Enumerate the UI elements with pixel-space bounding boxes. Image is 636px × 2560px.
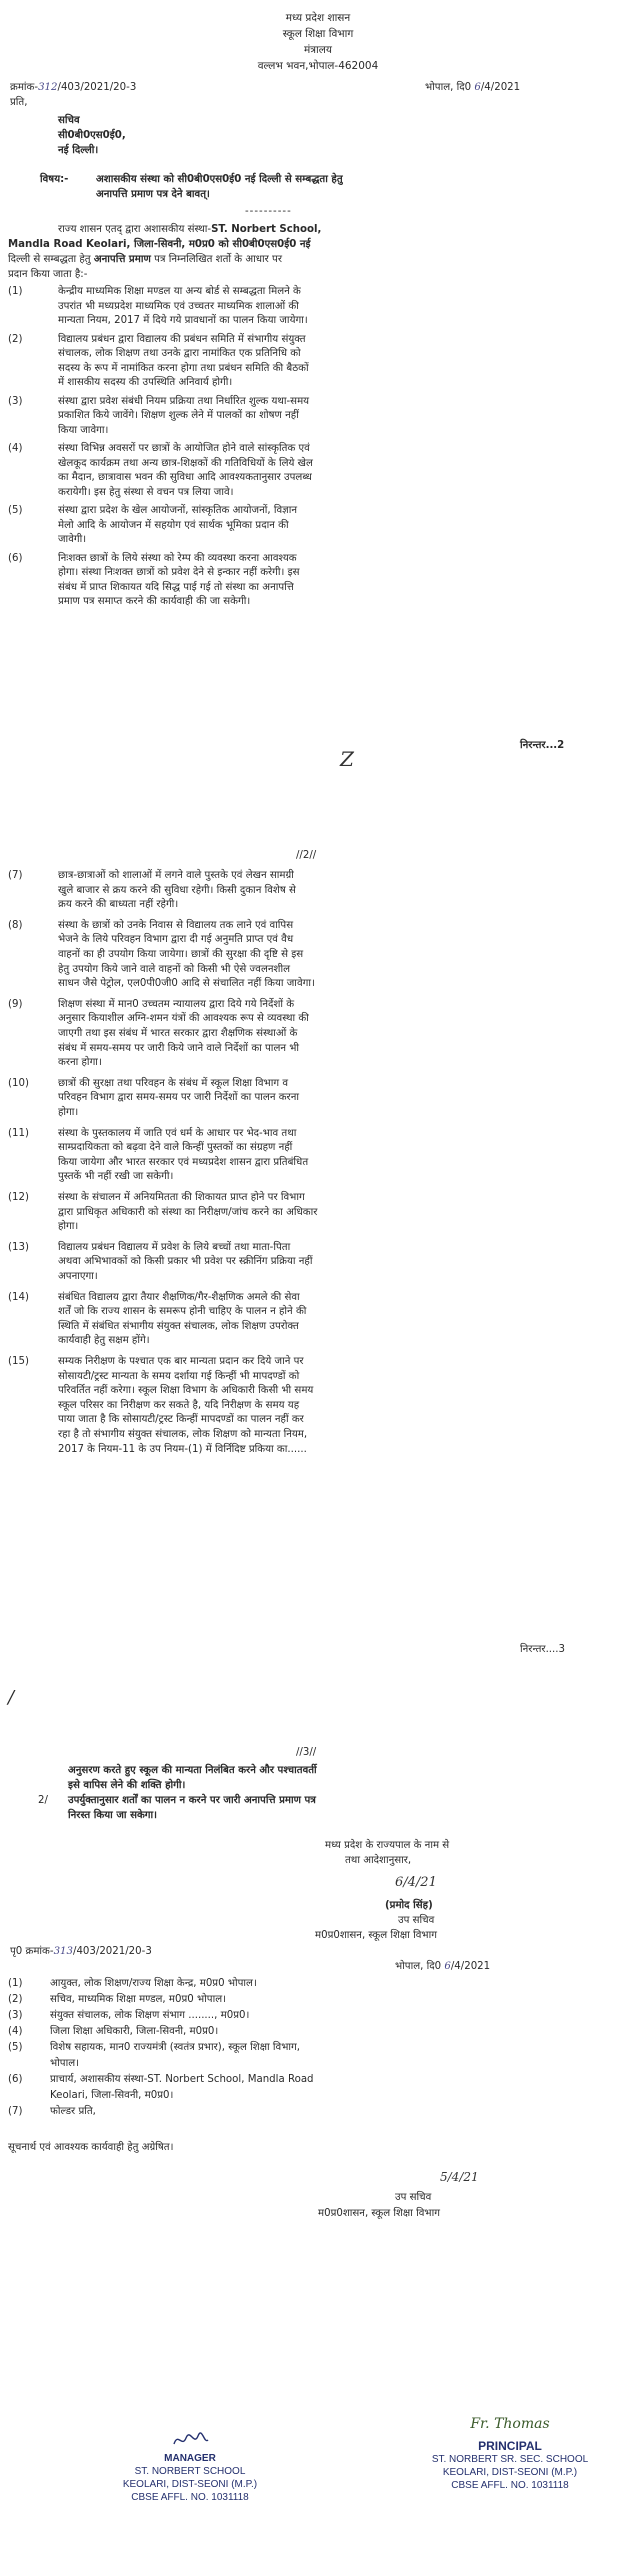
copy-list-item: फोल्डर प्रति,: [50, 2106, 96, 2117]
copy-list: [0, 1976, 636, 2146]
copy-list-number: (4): [8, 2026, 23, 2037]
header-govt: मध्य प्रदेश शासन: [285, 12, 351, 24]
subject-line2: अनापत्ति प्रमाण पत्र देने बावत्।: [96, 189, 210, 200]
principal-stamp-affl: CBSE AFFL. NO. 1031118: [451, 2480, 569, 2491]
condition-line: कार्यवाही हेतु सक्षम होंगे।: [58, 1335, 150, 1347]
principal-stamp: [400, 2418, 620, 2492]
condition-line: साम्प्रदायिकता को बढ़वा देने वाले किन्हीं पुस्तकों का संग्रहण नहीं: [58, 1142, 293, 1154]
condition-line: केन्द्रीय माध्यमिक शिक्षा मण्डल या अन्य बोर्ड से सम्बद्धता मिलने के: [58, 286, 301, 297]
copy-note: सूचनार्थ एवं आवश्यक कार्यवाही हेतु अग्रेषित।: [8, 2142, 174, 2153]
ref-suffix: /403/2021/20-3: [57, 82, 137, 93]
copy-list-number: (5): [8, 2042, 23, 2053]
condition-line: अनुसार कियाशील अग्नि-शमन यंत्रों की आवश्यक रूप से व्यवस्था की: [58, 1013, 309, 1025]
condition-line: हेतु उपयोग किये जाने वाले वाहनों को किसी भी ऐसे ज्वलनशील: [58, 963, 290, 975]
condition-line: में शासकीय सदस्य की उपस्थिति अनिवार्य होगी।: [58, 377, 233, 388]
condition-line: होगा। संस्था निःशक्त छात्रों को प्रवेश देने से इन्कार नहीं करेगी। इस: [58, 567, 300, 578]
condition-line: का मैदान, छात्रावास भवन की सुविधा आदि आवश्यकतानुसार उपलब्ध: [58, 472, 312, 483]
header-ministry: मंत्रालय: [303, 44, 332, 56]
page3-note-num: 2/: [38, 1795, 48, 1806]
page3-note-line2: निरस्त किया जा सकेगा।: [68, 1810, 158, 1821]
condition-line: विद्यालय प्रबंधन विद्यालय में प्रवेश के लिये बच्चों तथा माता-पिता: [58, 1241, 291, 1253]
copy-ref: पृ0 क्रमांक-313/403/2021/20-3: [10, 1946, 152, 1957]
condition-line: स्कूल परिसर का निरीक्षण कर सकते है, यदि निरीक्षण के समय यह: [58, 1399, 300, 1411]
condition-line: संबंध में प्राप्त शिकायत यदि सिद्ध पाई गई तो संस्था का अनापत्ति: [58, 581, 294, 593]
manager-stamp: [95, 2430, 285, 2504]
condition-line: सोसायटी/ट्रस्ट मान्यता के समय दर्शाया गई किन्हीं भी मापदण्डों को: [58, 1370, 300, 1382]
condition-line: परिवर्तित नहीं करेगा। स्कूल शिक्षा विभाग के अधिकारी किसी भी समय: [58, 1385, 314, 1397]
condition-line: संस्था विभिन्न अवसरों पर छात्रों के आयोजित होने वाले सांस्कृतिक एवं: [58, 443, 310, 454]
principal-stamp-school: ST. NORBERT SR. SEC. SCHOOL: [431, 2454, 589, 2465]
page3-marker: //3//: [296, 1747, 317, 1758]
page2-marker: //2//: [296, 850, 317, 861]
page3-intro-line1: अनुसरण करते हुए स्कूल की मान्यता निलंबित करने और पश्चातवर्ती: [68, 1765, 317, 1776]
condition-line: संबंध में समय-समय पर जारी किये जाने वाले निर्देशों का पालन भी: [58, 1042, 300, 1054]
condition-number: (15): [8, 1356, 29, 1367]
margin-mark: /: [8, 1687, 15, 1708]
condition-line: द्वारा प्राधिकृत अधिकारी को संस्था का निरीक्षण/जांच करने का अधिकार: [58, 1206, 318, 1218]
condition-line: मेलो आदि के आयोजन में सहयोग एवं सार्थक भूमिका प्रदान की: [58, 519, 289, 531]
subject-label: विषय:-: [40, 174, 69, 185]
signoff-name: (प्रमोद सिंह): [385, 1900, 433, 1911]
manager-stamp-affl: CBSE AFFL. NO. 1031118: [131, 2492, 249, 2503]
condition-line: वाहनों का ही उपयोग किया जायेगा। छात्रों की सुरक्षा की दृष्टि से इस: [58, 949, 304, 960]
condition-line: किया जावेगा।: [58, 424, 109, 436]
principal-stamp-title: PRINCIPAL: [478, 2439, 542, 2453]
ref-number: 312: [38, 82, 58, 93]
manager-signature-scribble: [170, 2430, 210, 2450]
condition-line: संचालक, लोक शिक्षण तथा उनके द्वारा नामांकित एक प्रतिनिधि को: [58, 348, 301, 359]
page3-note-line1: उपर्युक्तानुसार शर्तों का पालन न करने पर जारी अनापत्ति प्रमाण पत्र: [68, 1795, 316, 1806]
condition-number: (14): [8, 1291, 29, 1303]
intro-line1: राज्य शासन एतद् द्वारा अशासकीय संस्था-ST. Norbert School,: [58, 224, 322, 235]
condition-line: छात्र-छात्राओं को शालाओं में लगने वाले पुस्तके एवं लेखन सामग्री: [58, 870, 294, 881]
copy-list-number: (2): [8, 1994, 23, 2005]
condition-number: (1): [8, 286, 23, 297]
condition-number: (6): [8, 552, 23, 564]
condition-line: शर्तें जो कि राज्य शासन के समरूप होनी चाहिए के पालन न होने की: [58, 1306, 307, 1318]
condition-number: (7): [8, 870, 23, 881]
condition-line: संस्था के छात्रों को उनके निवास से विद्यालय तक लाने एवं वापिस: [58, 919, 294, 931]
intro-line4: प्रदान किया जाता है:-: [8, 269, 88, 280]
condition-line: स्थिति में संबंधित संभागीय संयुक्त संचालक, लोक शिक्षण उपरोक्त: [58, 1320, 299, 1332]
condition-line: पुस्तकें भी नहीं रखी जा सकेगी।: [58, 1171, 174, 1183]
condition-line: अपनाएगा।: [58, 1271, 98, 1282]
copy-ref-date: भोपाल, दि0 6/4/2021: [395, 1961, 491, 1972]
ref-line: [10, 80, 136, 95]
condition-number: (11): [8, 1127, 29, 1139]
copy-list-item: सचिव, माध्यमिक शिक्षा मण्डल, म0प्र0 भोपाल।: [50, 1994, 226, 2005]
condition-line: सदस्य के रूप में नामांकित करना होगा तथा प्रबंधन समिति की बैठकों: [58, 362, 309, 374]
subject-divider: ----------: [245, 206, 292, 217]
condition-line: शिक्षण संस्था में मान0 उच्चतम न्यायालय द्वारा दिये गये निर्देशों के: [58, 998, 295, 1010]
signoff-line2: तथा आदेशानुसार,: [345, 1855, 412, 1866]
condition-line: खेलकूद कार्यक्रम तथा अन्य छात्र-शिक्षकों की गतिविधियों के लिये खेल: [58, 457, 313, 469]
addressee-line2: सी0बी0एस0ई0,: [58, 130, 126, 141]
condition-line: करना होगा।: [58, 1057, 102, 1069]
condition-line: जाएगी तथा इस संबंध में भारत सरकार द्वारा शैक्षणिक संस्थाओं के: [58, 1028, 298, 1039]
copy-list-number: (7): [8, 2106, 23, 2117]
signoff-signature: 6/4/21: [395, 1875, 437, 1890]
manager-signature: [95, 2430, 285, 2452]
condition-line: निःशक्त छात्रों के लिये संस्था को रेम्प की व्यवस्था करना आवश्यक: [58, 552, 297, 564]
signoff2-office: म0प्र0शासन, स्कूल शिक्षा विभाग: [318, 2208, 440, 2219]
condition-line: मान्यता नियम, 2017 में दिये गये प्रावधानों का पालन किया जायेगा।: [58, 315, 308, 326]
condition-line: संस्था के पुस्तकालय में जाति एवं धर्म के आधार पर भेद-भाव तथा: [58, 1127, 297, 1139]
manager-stamp-school: ST. NORBERT SCHOOL: [134, 2466, 246, 2477]
condition-line: 2017 के नियम-11 के उप नियम-(1) में विर्निदिष्ट प्रकिया का......: [58, 1443, 307, 1455]
principal-stamp-address: KEOLARI, DIST-SEONI (M.P.): [442, 2467, 578, 2478]
page3-intro-line2: इसे वापिस लेने की शक्ति होगी।: [68, 1780, 186, 1791]
addressee-line1: सचिव: [58, 115, 80, 126]
copy-list-number: (1): [8, 1978, 23, 1989]
ref-date: भोपाल, दि0 6/4/2021: [425, 82, 521, 93]
condition-line: प्रकाशित किये जावेंगे। शिक्षण शुल्क लेने में पालकों का शोषण नहीं: [58, 410, 299, 421]
subject-line1: अशासकीय संस्था को सी0बी0एस0ई0 नई दिल्ली से सम्बद्धता हेतु: [96, 174, 343, 185]
condition-line: क्रय करने की बाध्यता नहीं रहेगी।: [58, 899, 179, 911]
header-dept: स्कूल शिक्षा विभाग: [282, 28, 354, 40]
signoff-designation: उप सचिव: [398, 1915, 435, 1926]
condition-number: (8): [8, 919, 23, 931]
header-address: वल्लभ भवन,भोपाल-462004: [257, 60, 379, 72]
copy-list-item-cont: भोपाल।: [50, 2058, 79, 2069]
signoff2-designation: उप सचिव: [395, 2192, 432, 2203]
condition-number: (13): [8, 1241, 29, 1253]
ref-label: क्रमांक-: [10, 82, 39, 93]
manager-stamp-title: MANAGER: [164, 2453, 216, 2464]
copy-list-number: (6): [8, 2074, 23, 2085]
condition-line: प्रमाण पत्र समाप्त करने की कार्यवाही की जा सकेगी।: [58, 596, 251, 607]
principal-signature: Fr. Thomas: [470, 2416, 550, 2432]
condition-line: होगा।: [58, 1107, 79, 1118]
copy-list-item: प्राचार्य, अशासकीय संस्था-ST. Norbert School, Mandla Road: [50, 2074, 314, 2085]
copy-list-number: (3): [8, 2010, 23, 2021]
copy-list-item: विशेष सहायक, मान0 राज्यमंत्री (स्वतंत्र प्रभार), स्कूल शिक्षा विभाग,: [50, 2042, 300, 2053]
conditions-list-1: [0, 284, 636, 704]
condition-line: साधन जैसे पेट्रोल, एल0पी0जी0 आदि से संचालित नहीं किया जावेगा।: [58, 978, 315, 990]
intro-line2: Mandla Road Keolari, जिला-सिवनी, म0प्र0 को सी0बी0एस0ई0 नई: [8, 239, 311, 250]
condition-line: पाया जाता है कि सोसायटी/ट्रस्ट किन्हीं मापदण्डों का पालन नहीं कर: [58, 1414, 304, 1426]
copy-list-item: संयुक्त संचालक, लोक शिक्षण संभाग ........, म0प्र0।: [50, 2010, 250, 2021]
condition-line: संस्था द्वारा प्रदेश के खेल आयोजनों, सांस्कृतिक आयोजनों, विज्ञान: [58, 505, 298, 516]
continued-1: निरन्तर...2: [520, 740, 565, 751]
condition-line: रहा है तो संभागीय संयुक्त संचालक, लोक शिक्षण को मान्यता नियम,: [58, 1429, 308, 1440]
copy-list-item: आयुक्त, लोक शिक्षण/राज्य शिक्षा केन्द्र, म0प्र0 भोपाल।: [50, 1978, 257, 1989]
copy-list-item: जिला शिक्षा अधिकारी, जिला-सिवनी, म0प्र0।: [50, 2026, 219, 2037]
condition-number: (10): [8, 1077, 29, 1089]
condition-line: अथवा अभिभावकों को किसी प्रकार भी प्रवेश पर स्क्रीनिंग प्रक्रिया नहीं: [58, 1256, 313, 1268]
condition-line: जावेगी।: [58, 534, 87, 545]
condition-line: खुले बाजार से क्रय करने की सुविधा रहेगी। किसी दुकान विशेष से: [58, 884, 296, 896]
condition-number: (12): [8, 1192, 29, 1203]
manager-stamp-address: KEOLARI, DIST-SEONI (M.P.): [122, 2479, 258, 2490]
condition-number: (4): [8, 443, 23, 454]
condition-line: सम्यक निरीक्षण के पश्चात एक बार मान्यता प्रदान कर दिये जाने पर: [58, 1356, 304, 1367]
signoff-line1: मध्य प्रदेश के राज्यपाल के नाम से: [325, 1840, 450, 1851]
condition-number: (5): [8, 505, 23, 516]
conditions-list-2: [0, 868, 636, 1628]
page1-signature: Z: [340, 747, 354, 771]
signoff2-signature: 5/4/21: [440, 2170, 479, 2184]
condition-number: (9): [8, 998, 23, 1010]
condition-line: करायेगी। इस हेतु संस्था से वचन पत्र लिया जावे।: [58, 486, 234, 498]
addressee-line3: नई दिल्ली।: [58, 145, 99, 156]
condition-line: परिवहन विभाग द्वारा समय-समय पर जारी निर्देशों का पालन करना: [58, 1092, 300, 1104]
condition-line: संबंधित विद्यालय द्वारा तैयार शैक्षणिक/गैर-शैक्षणिक अमले की सेवा: [58, 1291, 300, 1303]
condition-number: (2): [8, 333, 23, 345]
condition-line: छात्रों की सुरक्षा तथा परिवहन के संबंध में स्कूल शिक्षा विभाग व: [58, 1077, 288, 1089]
condition-line: संस्था द्वारा प्रवेश संबंधी नियम प्रक्रिया तथा निर्धारित शुल्क यथा-समय: [58, 395, 310, 407]
condition-line: उपरांत भी मध्यप्रदेश माध्यमिक एवं उच्चतर माध्यमिक शालाओं की: [58, 300, 299, 312]
condition-line: होगा।: [58, 1221, 79, 1233]
condition-line: संस्था के संचालन में अनियमितता की शिकायत प्राप्त होने पर विभाग: [58, 1192, 305, 1203]
copy-list-item-cont: Keolari, जिला-सिवनी, म0प्र0।: [50, 2090, 174, 2101]
condition-number: (3): [8, 395, 23, 407]
continued-2: निरन्तर....3: [520, 1644, 566, 1655]
condition-line: विद्यालय प्रबंधन द्वारा विद्यालय की प्रबंधन समिति में संभागीय संयुक्त: [58, 333, 306, 345]
condition-line: भेजने के लिये परिवहन विभाग द्वारा दी गई अनुमति प्राप्त एवं वैध: [58, 934, 294, 946]
signoff-office: म0प्र0शासन, स्कूल शिक्षा विभाग: [315, 1930, 437, 1941]
prati: प्रति,: [10, 97, 28, 108]
condition-line: किया जायेगा और भारत सरकार एवं मध्यप्रदेश शासन द्वारा प्रतिबंधित: [58, 1156, 309, 1168]
intro-line3: दिल्ली से सम्बद्धता हेतु अनापत्ति प्रमाण पत्र निम्नलिखित शर्तो के आधार पर: [8, 254, 283, 265]
